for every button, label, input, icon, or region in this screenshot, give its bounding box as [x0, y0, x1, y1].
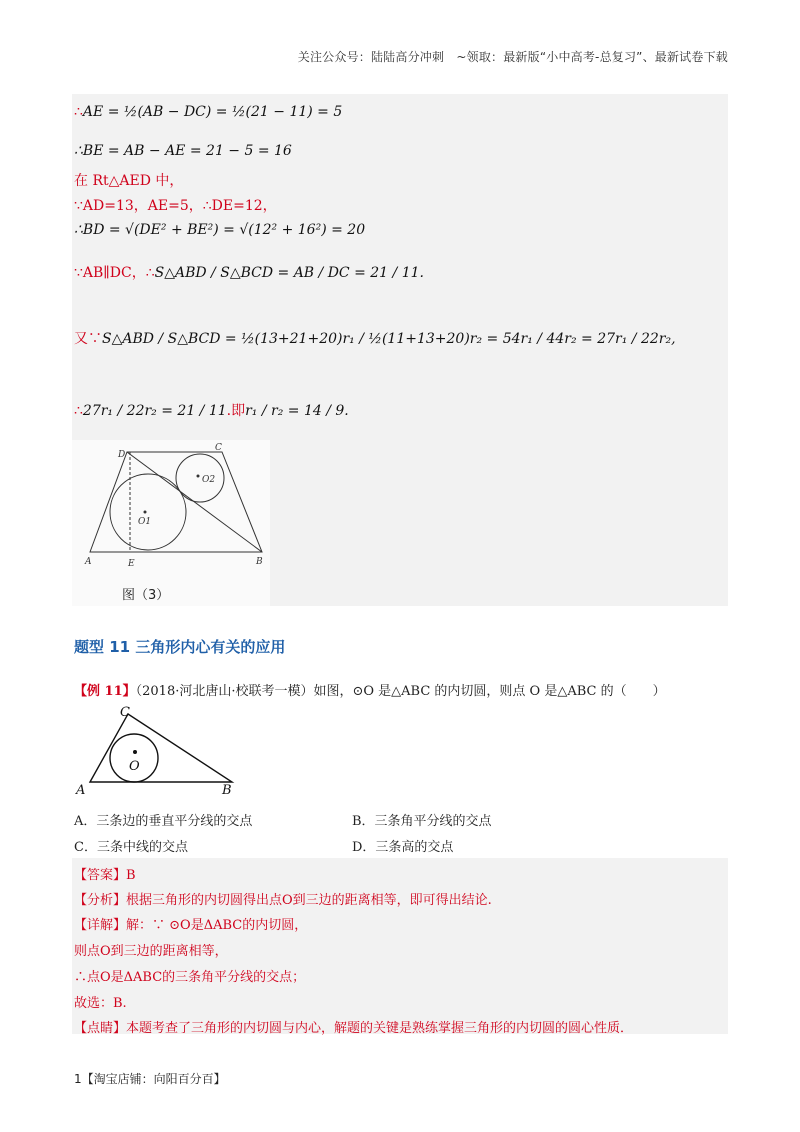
solution-line-5: ∴BD = √(DE² + BE²) = √(12² + 16²) = 20 [74, 222, 366, 238]
option-a[interactable]: A．三条边的垂直平分线的交点 [74, 814, 253, 829]
label-O1: O1 [138, 517, 152, 527]
detail-line-1: 【详解】解：∵ ⊙O是ΔABC的内切圆， [74, 918, 308, 933]
solution-line-2: ∴BE = AB − AE = 21 − 5 = 16 [74, 143, 292, 159]
ex-label-B: B [222, 783, 232, 794]
detail-line-3: ∴点O是ΔABC的三条角平分线的交点； [74, 970, 306, 985]
label-C: C [215, 443, 222, 453]
solution-line-3: 在 Rt△AED 中， [74, 173, 184, 189]
figure-3-caption: 图（3） [122, 588, 170, 603]
example-figure [72, 702, 242, 794]
example-question [74, 680, 666, 699]
solution-line-4: ∵AD=13，AE=5，∴DE=12， [74, 198, 277, 214]
detail-line-2: 则点O到三边的距离相等， [74, 944, 228, 959]
detail-line-4: 故选：B. [74, 996, 127, 1011]
option-d[interactable]: D．三条高的交点 [352, 840, 454, 855]
ex-label-A: A [76, 783, 86, 794]
section-title: 题型 11 三角形内心有关的应用 [74, 638, 286, 656]
label-D: D [118, 450, 126, 460]
solution-line-8: ∴27r₁ / 22r₂ = 21 / 11.即r₁ / r₂ = 14 / 9. [74, 403, 349, 419]
example-text: （2018·河北唐山·校联考一模）如图，⊙O 是△ABC 的内切圆，则点 O 是△ABC 的（ ） [135, 684, 666, 699]
triangle-incircle-diagram [72, 702, 242, 794]
label-B: B [256, 557, 263, 567]
answer-line: 【答案】B [74, 868, 136, 883]
comment-line: 【点睛】本题考查了三角形的内切圆与内心，解题的关键是熟练掌握三角形的内切圆的圆心性质． [74, 1021, 634, 1036]
solution-line-6: ∵AB∥DC，∴S△ABD / S△BCD = AB / DC = 21 / 11. [74, 265, 424, 281]
solution-line-7: 又∵S△ABD / S△BCD = ½(13+21+20)r₁ / ½(11+13+20)r₂ = 54r₁ / 44r₂ = 27r₁ / 22r₂, [74, 331, 676, 347]
ex-label-O: O [129, 759, 140, 774]
label-A: A [85, 557, 92, 567]
figure-3 [72, 440, 270, 606]
ex-label-C: C [120, 705, 130, 720]
analysis-line: 【分析】根据三角形的内切圆得出点O到三边的距离相等，即可得出结论. [74, 893, 492, 908]
page-header: 关注公众号：陆陆高分冲刺 ~领取：最新版“小中高考-总复习”、最新试卷下载 [297, 50, 728, 64]
option-c[interactable]: C．三条中线的交点 [74, 840, 188, 855]
label-E: E [128, 559, 135, 569]
option-b[interactable]: B．三条角平分线的交点 [352, 814, 492, 829]
example-tag: 【例 11】 [74, 684, 136, 699]
label-O2: O2 [202, 475, 216, 485]
solution-line-1: ∴AE = ½(AB − DC) = ½(21 − 11) = 5 [74, 104, 343, 120]
page-footer: 1【淘宝店铺：向阳百分百】 [74, 1072, 226, 1086]
trapezoid-diagram [72, 440, 270, 580]
